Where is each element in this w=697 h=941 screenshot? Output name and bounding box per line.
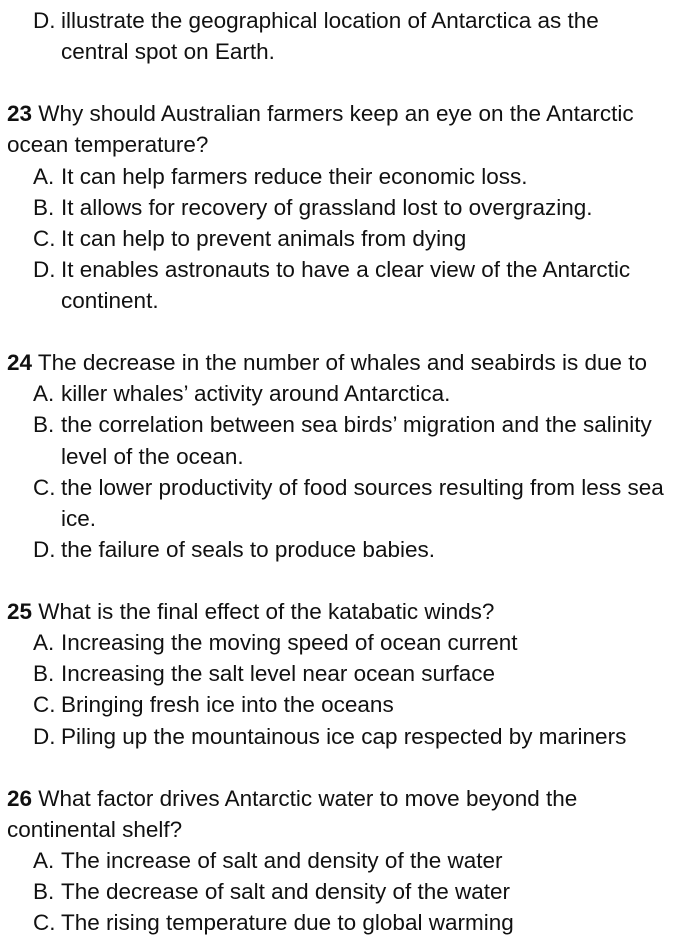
option-letter: C. <box>33 910 56 935</box>
question-23-stem <box>7 101 634 127</box>
option-23-c <box>33 226 466 252</box>
option-letter: C. <box>33 692 56 717</box>
option-23-a <box>33 164 527 190</box>
option-text: It can help to prevent animals from dying <box>61 226 467 251</box>
option-text: The increase of salt and density of the water <box>61 848 503 873</box>
option-letter: B. <box>33 879 55 904</box>
question-text: What is the final effect of the katabatic winds? <box>38 599 495 624</box>
option-25-c <box>33 692 394 718</box>
option-26-c <box>33 910 514 936</box>
option-24-d <box>33 537 435 563</box>
option-23-b <box>33 195 593 221</box>
option-prev-d <box>33 8 599 34</box>
option-text: Increasing the salt level near ocean surface <box>61 661 496 686</box>
question-number: 25 <box>7 599 33 624</box>
option-text: It enables astronauts to have a clear view of the Antarctic <box>61 257 631 282</box>
option-24-b-cont: level of the ocean. <box>61 444 244 469</box>
option-letter: A. <box>33 164 55 189</box>
option-letter: D. <box>33 8 56 33</box>
option-text: The rising temperature due to global warming <box>61 910 514 935</box>
option-letter: B. <box>33 195 55 220</box>
option-24-b <box>33 412 652 438</box>
option-text: illustrate the geographical location of Antarctica as the <box>61 8 599 33</box>
option-26-b <box>33 879 510 905</box>
option-text: Piling up the mountainous ice cap respected by mariners <box>61 724 627 749</box>
option-text: the correlation between sea birds’ migration and the salinity <box>61 412 652 437</box>
option-text: the lower productivity of food sources resulting from less sea <box>61 475 664 500</box>
option-letter: D. <box>33 257 56 282</box>
question-26-stem-cont: continental shelf? <box>7 817 183 842</box>
option-25-a <box>33 630 518 656</box>
option-24-c-cont: ice. <box>61 506 97 531</box>
option-24-c <box>33 475 664 501</box>
option-24-a <box>33 381 450 407</box>
option-text: It allows for recovery of grassland lost to overgrazing. <box>61 195 593 220</box>
option-text: killer whales’ activity around Antarctica. <box>61 381 451 406</box>
option-23-d <box>33 257 630 283</box>
option-25-d <box>33 724 626 750</box>
question-number: 26 <box>7 786 33 811</box>
question-text: The decrease in the number of whales and seabirds is due to <box>37 350 648 375</box>
question-25-stem <box>7 599 494 625</box>
option-text: Bringing fresh ice into the oceans <box>61 692 394 717</box>
option-25-b <box>33 661 495 687</box>
option-letter: A. <box>33 381 55 406</box>
option-text: The decrease of salt and density of the water <box>61 879 511 904</box>
option-letter: B. <box>33 412 55 437</box>
option-letter: D. <box>33 724 56 749</box>
option-text: Increasing the moving speed of ocean current <box>61 630 518 655</box>
option-26-a <box>33 848 503 874</box>
option-letter: A. <box>33 630 55 655</box>
question-text: What factor drives Antarctic water to move beyond the <box>38 786 578 811</box>
option-text: It can help farmers reduce their economic loss. <box>61 164 528 189</box>
option-letter: C. <box>33 226 56 251</box>
option-letter: D. <box>33 537 56 562</box>
question-number: 24 <box>7 350 33 375</box>
option-letter: B. <box>33 661 55 686</box>
question-26-stem <box>7 786 577 812</box>
question-number: 23 <box>7 101 33 126</box>
option-23-d-cont: continent. <box>61 288 159 313</box>
question-text: Why should Australian farmers keep an eye on the Antarctic <box>38 101 634 126</box>
option-letter: A. <box>33 848 55 873</box>
option-letter: C. <box>33 475 56 500</box>
question-24-stem <box>7 350 647 376</box>
option-text: the failure of seals to produce babies. <box>61 537 435 562</box>
question-23-stem-cont: ocean temperature? <box>7 132 209 157</box>
option-prev-d-cont: central spot on Earth. <box>61 39 275 64</box>
